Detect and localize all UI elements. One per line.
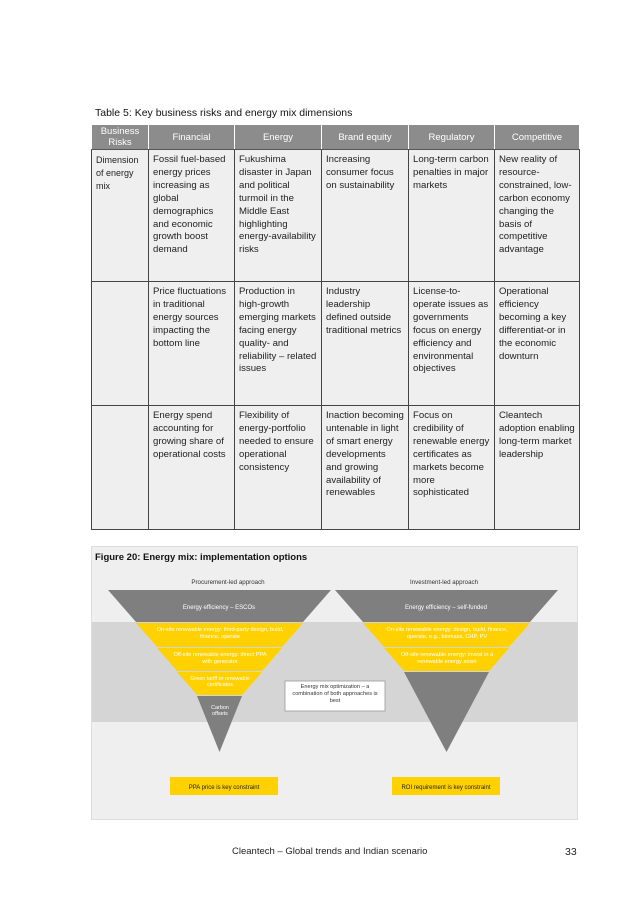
energy-mix-figure [91,546,578,820]
table-row [92,406,580,530]
table-cell: Fukushima disaster in Japan and political turmoil in the Middle East highlighting energy-availability risks [235,150,322,282]
table-row [92,282,580,406]
right-constraint-label: ROI requirement is key constraint [401,785,491,791]
table-cell: Industry leadership defined outside traditional metrics [322,282,409,406]
footer-text: Cleantech – Global trends and Indian scenario [232,846,428,857]
table-cell: Increasing consumer focus on sustainability [322,150,409,282]
risks-table [91,124,580,530]
column-header: Energy [235,125,322,150]
table-caption: Table 5: Key business risks and energy mix dimensions [95,107,353,119]
left-level-label: On-site renewable energy: third-party design, build, finance, operate [156,627,284,640]
row-label [92,282,149,406]
column-header: Regulatory [409,125,495,150]
table-header-row [92,125,580,150]
left-level-label: Carbon offsets [211,705,229,718]
right-level-label: Off-site renewable energy: invest in a renewable energy asset [400,652,494,665]
column-header: Brand equity [322,125,409,150]
table-cell: Cleantech adoption enabling long-term market leadership [495,406,580,530]
table-cell: Flexibility of energy-portfolio needed to ensure operational consistency [235,406,322,530]
column-header: Business Risks [92,125,149,150]
implementation-diagram [92,569,578,819]
table-cell: Focus on credibility of renewable energy certificates as markets become more sophisticated [409,406,495,530]
row-label: Dimension of energy mix [92,150,149,282]
right-level-label: On-site renewable energy: design, build, finance, operate, e.g., biomass, CHP, PV [386,627,508,640]
center-box-text: Energy mix optimization – a combination of both approaches is best [292,684,378,704]
left-level-label: Energy efficiency – ESCOs [182,605,256,611]
table-row [92,150,580,282]
table-cell: License-to-operate issues as governments focus on energy efficiency and environmental objectives [409,282,495,406]
left-level-label: Off-site renewable energy: direct PPA with generator [173,652,267,665]
column-header: Financial [149,125,235,150]
figure-title: Figure 20: Energy mix: implementation options [95,552,308,563]
table-cell: New reality of resource-constrained, low-carbon economy changing the basis of competitive advantage [495,150,580,282]
table-cell: Long-term carbon penalties in major markets [409,150,495,282]
left-level-label: Green tariff or renewable certificates [190,676,250,689]
table-cell: Inaction becoming untenable in light of smart energy developments and growing availability of renewables [322,406,409,530]
right-level-label: Energy efficiency – self-funded [405,605,487,611]
row-label [92,406,149,530]
table-cell: Operational efficiency becoming a key differentiat-or in the economic downturn [495,282,580,406]
right-approach-title: Investment-led approach [409,579,479,586]
column-header: Competitive [495,125,580,150]
left-approach-title: Procurement-led approach [191,579,265,586]
table-cell: Fossil fuel-based energy prices increasing as global demographics and economic growth boost demand [149,150,235,282]
table-cell: Production in high-growth emerging markets facing energy quality- and reliability – related issues [235,282,322,406]
page-number: 33 [565,846,577,858]
left-constraint-label: PPA price is key constraint [188,785,260,791]
table-cell: Energy spend accounting for growing share of operational costs [149,406,235,530]
table-cell: Price fluctuations in traditional energy sources impacting the bottom line [149,282,235,406]
